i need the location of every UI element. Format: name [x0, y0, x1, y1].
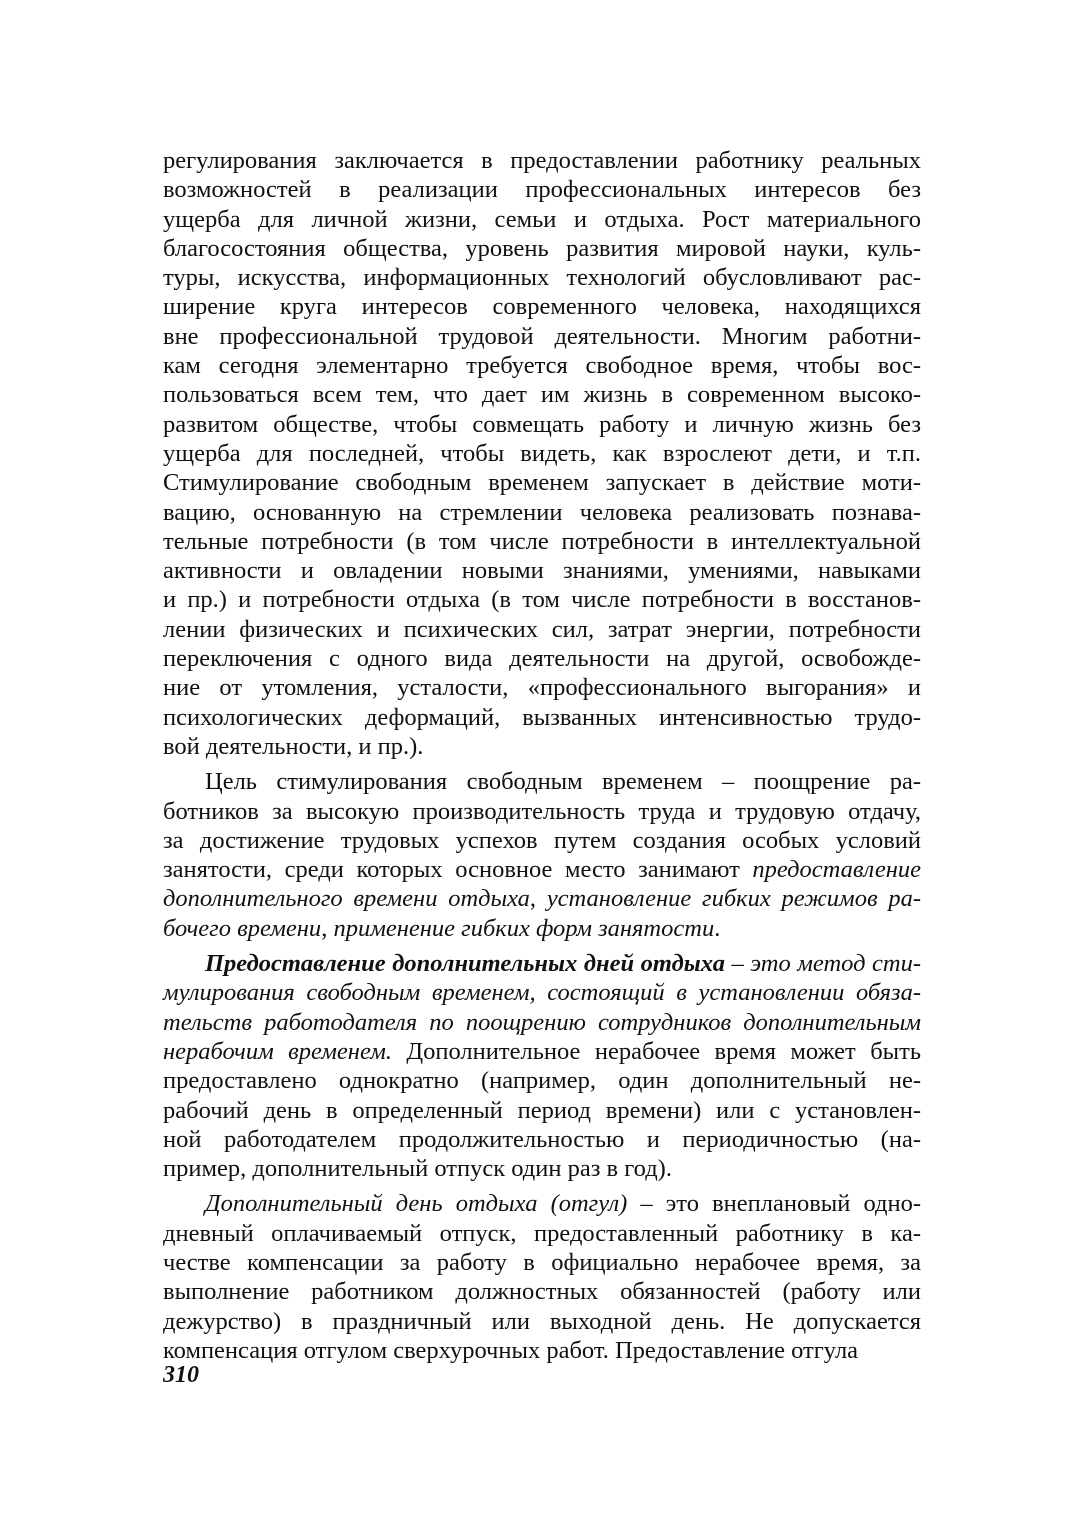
text-line	[163, 1037, 921, 1066]
text-run: ущерба для последней, чтобы видеть, как взрослеют дети, и т.п.	[163, 439, 921, 467]
emphasized-text: дополнительного времени отдыха	[163, 885, 530, 913]
text-run: ,	[529, 885, 547, 913]
text-line	[163, 884, 921, 913]
text-line	[163, 556, 921, 585]
text-line	[163, 797, 921, 826]
text-line	[163, 1154, 921, 1183]
text-run: благосостояния общества, уровень развития мировой науки, куль-	[163, 234, 921, 262]
text-run: ботников за высокую производительность труда и трудовую отдачу,	[163, 797, 921, 825]
emphasized-text: Дополнительный день отдыха (отгул)	[205, 1190, 628, 1218]
text-run: и пр.) и потребности отдыха (в том числе потребности в восстанов-	[163, 586, 921, 614]
text-run: лении физических и психических сил, затрат энергии, потребности	[163, 615, 921, 643]
text-run: занятости, среди которых основное место занимают	[163, 856, 753, 884]
text-run: ной работодателем продолжительностью и периодичностью (на-	[163, 1125, 921, 1153]
text-run: ущерба для личной жизни, семьи и отдыха. Рост материального	[163, 205, 921, 233]
text-line	[163, 1277, 921, 1306]
text-line	[163, 615, 921, 644]
text-line	[163, 732, 921, 761]
text-run: рабочий день в определенный период времени) или с установлен-	[163, 1096, 921, 1124]
text-line	[163, 234, 921, 263]
text-line	[163, 949, 921, 978]
text-run: честве компенсации за работу в официально нерабочее время, за	[163, 1248, 921, 1276]
text-line	[163, 585, 921, 614]
paragraph	[163, 949, 921, 1183]
text-run: – это внеплановый одно-	[627, 1190, 921, 1218]
text-run: кам сегодня элементарно требуется свободное время, чтобы вос-	[163, 352, 921, 380]
text-line	[163, 855, 921, 884]
emphasized-text: – это метод сти-	[724, 950, 921, 978]
text-run: ние от утомления, усталости, «профессионального выгорания» и	[163, 674, 921, 702]
text-run: переключения с одного вида деятельности на другой, освобожде-	[163, 645, 921, 673]
paragraph	[163, 1189, 921, 1365]
page-number: 310	[163, 1362, 199, 1388]
text-run: выполнение работником должностных обязанностей (работу или	[163, 1278, 921, 1306]
text-line	[163, 1336, 921, 1365]
text-line	[163, 1189, 921, 1218]
text-line	[163, 1096, 921, 1125]
emphasized-text: нерабочим временем.	[163, 1037, 392, 1065]
emphasized-text: предоставление	[752, 856, 921, 884]
text-run: ,	[321, 914, 334, 942]
emphasized-text: установление гибких режимов ра-	[546, 885, 921, 913]
text-line	[163, 468, 921, 497]
text-run: возможностей в реализации профессиональных интересов без	[163, 176, 921, 204]
text-line	[163, 205, 921, 234]
text-line	[163, 914, 921, 943]
text-run: дневный оплачиваемый отпуск, предоставленный работнику в ка-	[163, 1219, 921, 1247]
text-line	[163, 410, 921, 439]
text-run: психологических деформаций, вызванных интенсивностью трудо-	[163, 703, 921, 731]
emphasized-text: применение гибких форм занятости	[333, 914, 715, 942]
text-run: за достижение трудовых успехов путем создания особых условий	[163, 826, 921, 854]
text-run: вне профессиональной трудовой деятельности. Многим работни-	[163, 322, 921, 350]
body-text	[163, 146, 921, 1365]
text-run: развитом обществе, чтобы совмещать работу и личную жизнь без	[163, 410, 921, 438]
text-line	[163, 146, 921, 175]
text-run: дежурство) в праздничный или выходной день. Не допускается	[163, 1307, 921, 1335]
text-line	[163, 322, 921, 351]
text-run: вой деятельности, и пр.).	[163, 732, 424, 760]
text-line	[163, 978, 921, 1007]
text-line	[163, 527, 921, 556]
text-line	[163, 826, 921, 855]
text-run: компенсация отгулом сверхурочных работ. Предоставление отгула	[163, 1336, 859, 1364]
text-line	[163, 351, 921, 380]
text-run: Стимулирование свободным временем запускает в действие моти-	[163, 469, 921, 497]
text-line	[163, 498, 921, 527]
paragraph	[163, 767, 921, 943]
text-line	[163, 1066, 921, 1095]
emphasized-text: бочего времени	[163, 914, 322, 942]
text-line	[163, 1307, 921, 1336]
text-run: активности и овладении новыми знаниями, умениями, навыками	[163, 557, 921, 585]
text-line	[163, 263, 921, 292]
text-line	[163, 644, 921, 673]
text-line	[163, 673, 921, 702]
text-run: предоставлено однократно (например, один дополнительный не-	[163, 1067, 921, 1095]
text-run: .	[714, 914, 721, 942]
text-run: Дополнительное нерабочее время может быть	[392, 1037, 922, 1065]
emphasized-text: Предоставление дополнительных дней отдыха	[205, 950, 725, 978]
emphasized-text: тельств работодателя по поощрению сотрудников дополнительным	[163, 1008, 921, 1036]
text-line	[163, 703, 921, 732]
text-run: ширение круга интересов современного человека, находящихся	[163, 293, 921, 321]
text-run: пример, дополнительный отпуск один раз в год).	[163, 1155, 672, 1183]
paragraph	[163, 146, 921, 761]
text-run: Цель стимулирования свободным временем – поощрение ра-	[205, 768, 921, 796]
text-line	[163, 292, 921, 321]
text-line	[163, 439, 921, 468]
text-run: туры, искусства, информационных технологий обусловливают рас-	[163, 264, 921, 292]
text-line	[163, 175, 921, 204]
text-line	[163, 1125, 921, 1154]
text-line	[163, 1248, 921, 1277]
text-run: вацию, основанную на стремлении человека реализовать познава-	[163, 498, 921, 526]
emphasized-text: мулирования свободным временем, состоящий в установлении обяза-	[163, 979, 921, 1007]
text-line	[163, 1008, 921, 1037]
text-run: регулирования заключается в предоставлении работнику реальных	[163, 147, 921, 174]
text-line	[163, 767, 921, 796]
text-line	[163, 1219, 921, 1248]
text-run: тельные потребности (в том числе потребности в интеллектуальной	[163, 527, 921, 555]
text-run: пользоваться всем тем, что дает им жизнь в современном высоко-	[163, 381, 921, 409]
text-line	[163, 380, 921, 409]
